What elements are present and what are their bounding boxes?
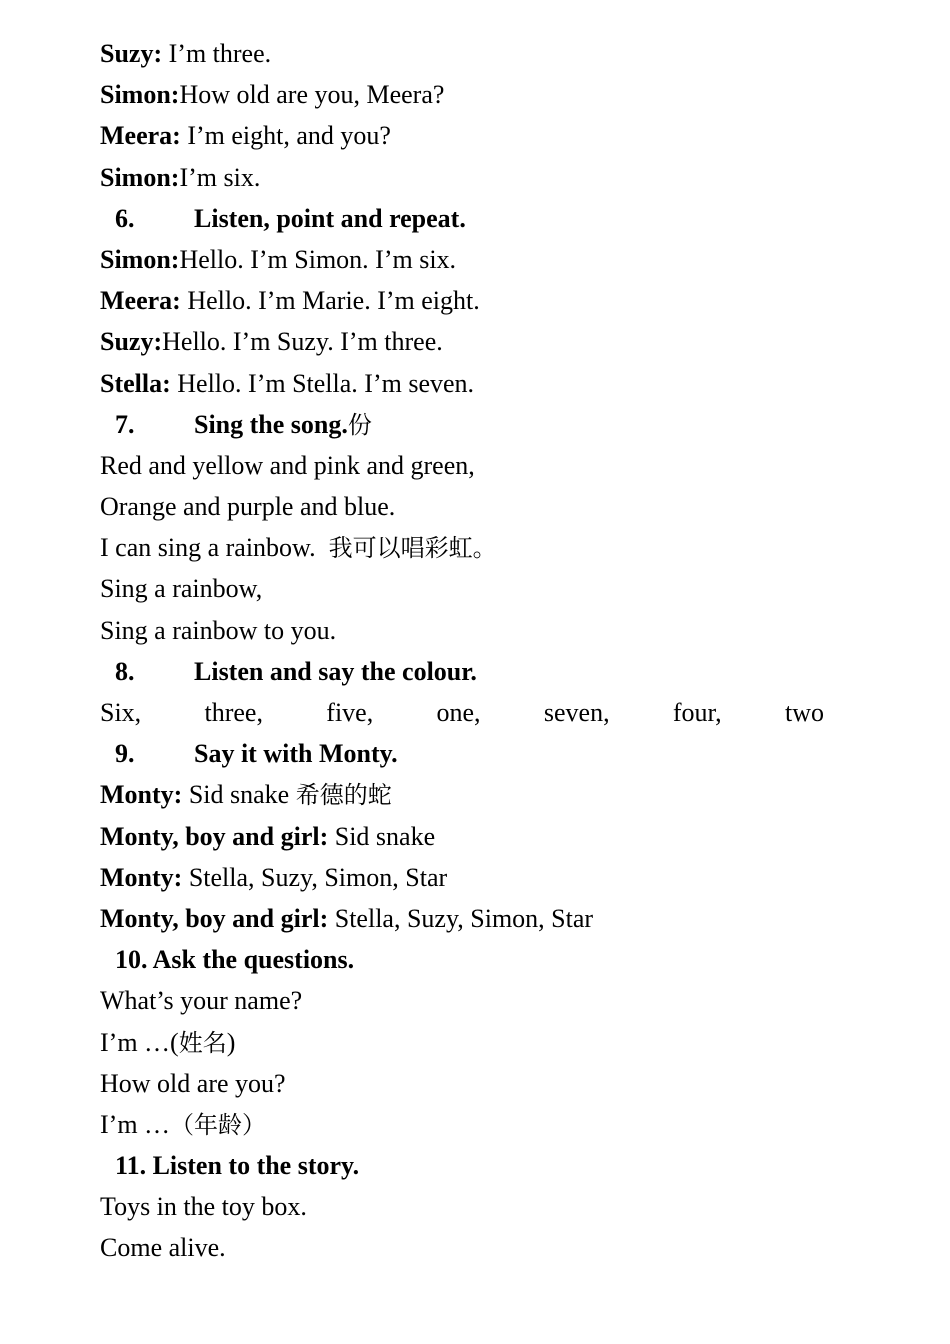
- song-line: Orange and purple and blue.: [100, 492, 396, 522]
- chant-line: [100, 774, 824, 815]
- dialogue-text: I’m six.: [179, 162, 261, 192]
- chant-text: Sid snake: [328, 821, 436, 851]
- section-number: 6.: [115, 203, 135, 233]
- answer-hint-cjk: （年龄）: [170, 1110, 267, 1139]
- chant-translation: 希德的蛇: [295, 781, 392, 810]
- dialogue-text: Hello. I’m Suzy. I’m three.: [162, 327, 443, 357]
- section-number: 8.: [115, 656, 135, 686]
- speaker-name: Stella:: [100, 368, 171, 398]
- question-line: How old are you?: [100, 1068, 286, 1098]
- number-word: Six,: [100, 698, 142, 727]
- speaker-name: Meera:: [100, 121, 181, 151]
- section-title: Say it with Monty.: [194, 739, 398, 769]
- number-word: one,: [436, 698, 481, 727]
- answer-hint-close: ): [226, 1027, 236, 1057]
- dialogue-line: [100, 74, 824, 115]
- section-number: 7.: [115, 409, 135, 439]
- dialogue-text: Hello. I’m Simon. I’m six.: [179, 244, 457, 274]
- chant-text: Stella, Suzy, Simon, Star: [328, 903, 594, 933]
- speaker-name: Monty, boy and girl:: [100, 821, 329, 851]
- number-words-row: [100, 692, 824, 733]
- speaker-name: Simon:: [100, 244, 180, 274]
- answer-line: [100, 1022, 824, 1063]
- speaker-name: Monty:: [100, 862, 183, 892]
- dialogue-line: [100, 363, 824, 404]
- dialogue-line: [100, 321, 824, 362]
- song-text: I can sing a rainbow.: [100, 533, 316, 563]
- dialogue-text: Hello. I’m Stella. I’m seven.: [170, 368, 475, 398]
- speaker-name: Simon:: [100, 80, 180, 110]
- chant-line: [100, 898, 824, 939]
- chant-line: [100, 857, 824, 898]
- story-line: Come alive.: [100, 1233, 226, 1263]
- section-heading-10: 10. Ask the questions.: [115, 945, 355, 975]
- dialogue-text: I’m eight, and you?: [180, 121, 391, 151]
- answer-hint-cjk: 姓名: [178, 1028, 227, 1057]
- answer-text: I’m …: [100, 1109, 171, 1139]
- speaker-name: Suzy:: [100, 39, 163, 68]
- section-heading-8: [100, 651, 824, 692]
- song-line: Sing a rainbow to you.: [100, 615, 337, 645]
- speaker-name: Simon:: [100, 162, 180, 192]
- number-word: seven,: [543, 698, 610, 727]
- chant-text: Stella, Suzy, Simon, Star: [182, 862, 448, 892]
- section-title: Listen and say the colour.: [194, 656, 477, 686]
- number-word: three,: [204, 698, 263, 727]
- song-line: Sing a rainbow,: [100, 574, 263, 604]
- speaker-name: Monty:: [100, 780, 183, 810]
- number-word: five,: [326, 698, 374, 727]
- speaker-name: Suzy:: [100, 327, 163, 357]
- speaker-name: Monty, boy and girl:: [100, 903, 329, 933]
- answer-line: [100, 1104, 824, 1145]
- number-word: four,: [672, 698, 722, 727]
- section-heading-11: 11. Listen to the story.: [115, 1151, 360, 1181]
- section-heading-9: [100, 733, 824, 774]
- section-number: 9.: [115, 739, 135, 769]
- dialogue-line: [100, 33, 824, 74]
- dialogue-line: [100, 115, 824, 156]
- song-line: Red and yellow and pink and green,: [100, 450, 475, 480]
- song-translation: 我可以唱彩虹。: [328, 534, 497, 563]
- answer-text: I’m …(: [100, 1027, 179, 1057]
- number-word: two: [784, 698, 824, 727]
- speaker-name: Meera:: [100, 286, 181, 316]
- dialogue-text: Hello. I’m Marie. I’m eight.: [180, 286, 480, 316]
- section-heading-7: [100, 404, 824, 445]
- section-title: Listen, point and repeat.: [194, 203, 466, 233]
- chant-line: [100, 816, 824, 857]
- chant-text: Sid snake: [182, 780, 296, 810]
- dialogue-text: How old are you, Meera?: [179, 80, 445, 110]
- dialogue-line: [100, 157, 824, 198]
- section-title: Sing the song.: [194, 409, 348, 439]
- song-line: [100, 527, 824, 568]
- document-page: [100, 33, 824, 1269]
- question-line: What’s your name?: [100, 986, 303, 1016]
- dialogue-line: [100, 239, 824, 280]
- dialogue-text: I’m three.: [162, 39, 272, 68]
- story-line: Toys in the toy box.: [100, 1192, 307, 1222]
- section-heading-6: [100, 198, 824, 239]
- section-title-cjk: 份: [347, 410, 372, 439]
- dialogue-line: [100, 280, 824, 321]
